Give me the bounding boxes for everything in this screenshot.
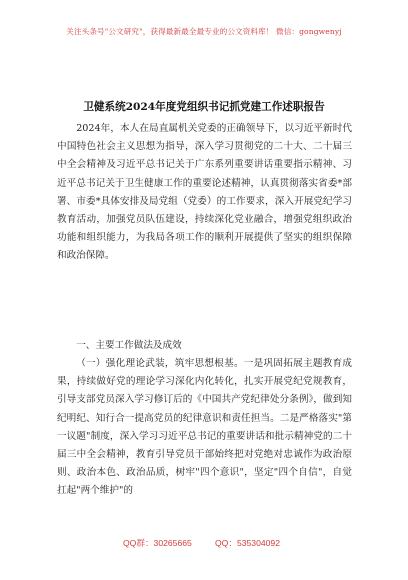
footer-qq-number: QQ：535304092 [215, 538, 280, 548]
document-title: 卫健系统2024年度党组织书记抓党建工作述职报告 [83, 101, 325, 113]
footer-qq-group: QQ群：30265665 [123, 538, 192, 548]
paragraph-intro [57, 120, 352, 266]
paragraph-section-1 [57, 355, 352, 501]
paragraph-2-text: （一）强化理论武装，筑牢思想根基。一是巩固拓展主题教育成果，持续做好党的理论学习深化内化转化，扎实开展党纪党规教育，引导支部党员深入学习修订后的《中国共产党纪律处分条例》，做到知纪明纪、知行合一提高党员的纪律意识和责任担当。二是严格落实"第一议题"制度，深入学习习近平总书记的重要讲话和批示精神党的二十届三中全会精神，教育引导党员干部始终把对党绝对忠诚作为政治原则、政治本色、政治品质，树牢"四个意识"，坚定"四个自信"，自觉扛起"两个维护"的 [57, 358, 352, 497]
header-banner: 关注头条号"公文研究"，获得最新最全最专业的公文资料库！ 微信：gongwenyj [66, 27, 342, 36]
section-heading-1: 一、主要工作做法及成效 [76, 340, 182, 351]
paragraph-1-text: 2024年，本人在局直属机关党委的正确领导下，以习近平新时代中国特色社会主义思想为指导，深入学习贯彻党的二十大、二十届三中全会精神及习近平总书记关于广东系列重要讲话重要指示精神、习近平总书记关于卫生健康工作的重要论述精神，认真贯彻落实省委*部署、市委*具体安排及局党组（党委）的工作要求，深入开展党纪学习教育活动，加强党员队伍建设，持续深化党业融合，增强党组织政治功能和组织能力，为我局各项工作的顺利开展提供了坚实的组织保障和政治保障。 [57, 123, 352, 262]
